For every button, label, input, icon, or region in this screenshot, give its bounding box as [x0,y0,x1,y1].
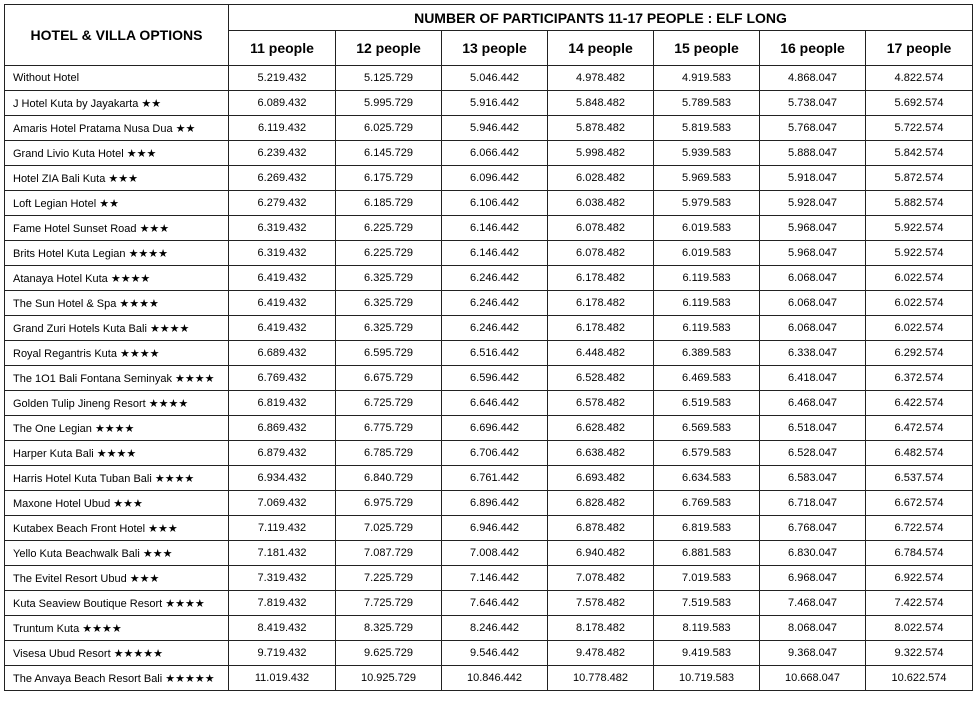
price-cell: 5.842.574 [866,141,973,166]
hotel-name-cell: Grand Zuri Hotels Kuta Bali ★★★★ [5,316,229,341]
price-cell: 4.919.583 [654,66,760,91]
price-cell: 6.089.432 [229,91,336,116]
price-cell: 6.338.047 [760,341,866,366]
price-cell: 7.578.482 [548,591,654,616]
price-cell: 6.819.432 [229,391,336,416]
price-cell: 8.325.729 [336,616,442,641]
table-row [5,666,973,691]
price-cell: 10.622.574 [866,666,973,691]
column-header-12: 12 people [336,31,442,66]
price-cell: 6.022.574 [866,266,973,291]
price-cell: 6.178.482 [548,316,654,341]
price-cell: 6.469.583 [654,366,760,391]
price-cell: 5.878.482 [548,116,654,141]
price-cell: 6.769.432 [229,366,336,391]
price-cell: 6.022.574 [866,316,973,341]
table-row [5,466,973,491]
price-cell: 6.934.432 [229,466,336,491]
price-cell: 6.519.583 [654,391,760,416]
table-row [5,566,973,591]
price-cell: 6.769.583 [654,491,760,516]
price-cell: 6.840.729 [336,466,442,491]
column-header-13: 13 people [442,31,548,66]
price-cell: 5.968.047 [760,216,866,241]
price-cell: 6.038.482 [548,191,654,216]
column-header-16: 16 people [760,31,866,66]
price-cell: 6.696.442 [442,416,548,441]
price-cell: 6.372.574 [866,366,973,391]
price-cell: 6.528.482 [548,366,654,391]
price-cell: 6.419.432 [229,291,336,316]
price-cell: 7.519.583 [654,591,760,616]
price-cell: 7.646.442 [442,591,548,616]
price-cell: 6.881.583 [654,541,760,566]
table-row [5,516,973,541]
price-cell: 6.419.432 [229,266,336,291]
price-cell: 6.448.482 [548,341,654,366]
price-cell: 6.246.442 [442,266,548,291]
price-cell: 7.422.574 [866,591,973,616]
price-cell: 6.178.482 [548,291,654,316]
price-cell: 5.922.574 [866,241,973,266]
price-cell: 6.022.574 [866,291,973,316]
price-cell: 7.008.442 [442,541,548,566]
price-cell: 5.882.574 [866,191,973,216]
table-row [5,641,973,666]
hotel-name-cell: Kutabex Beach Front Hotel ★★★ [5,516,229,541]
price-cell: 6.689.432 [229,341,336,366]
price-cell: 7.319.432 [229,566,336,591]
table-row [5,266,973,291]
price-cell: 6.419.432 [229,316,336,341]
hotel-name-cell: Visesa Ubud Resort ★★★★★ [5,641,229,666]
price-cell: 5.928.047 [760,191,866,216]
price-cell: 6.178.482 [548,266,654,291]
hotel-name-cell: J Hotel Kuta by Jayakarta ★★ [5,91,229,116]
price-cell: 5.125.729 [336,66,442,91]
price-cell: 6.634.583 [654,466,760,491]
price-cell: 10.925.729 [336,666,442,691]
price-table [4,4,973,691]
table-row [5,541,973,566]
price-cell: 7.119.432 [229,516,336,541]
price-cell: 5.946.442 [442,116,548,141]
price-cell: 7.078.482 [548,566,654,591]
hotel-name-cell: Golden Tulip Jineng Resort ★★★★ [5,391,229,416]
table-row [5,91,973,116]
price-cell: 8.246.442 [442,616,548,641]
price-cell: 6.225.729 [336,241,442,266]
price-cell: 10.719.583 [654,666,760,691]
price-cell: 6.725.729 [336,391,442,416]
price-cell: 5.046.442 [442,66,548,91]
table-row [5,316,973,341]
table-row [5,166,973,191]
price-cell: 8.022.574 [866,616,973,641]
price-cell: 10.778.482 [548,666,654,691]
price-cell: 7.146.442 [442,566,548,591]
column-header-15: 15 people [654,31,760,66]
price-cell: 6.518.047 [760,416,866,441]
price-cell: 6.068.047 [760,316,866,341]
price-cell: 6.468.047 [760,391,866,416]
price-cell: 6.646.442 [442,391,548,416]
price-cell: 5.916.442 [442,91,548,116]
price-cell: 6.940.482 [548,541,654,566]
price-cell: 9.478.482 [548,641,654,666]
price-cell: 5.998.482 [548,141,654,166]
price-cell: 5.939.583 [654,141,760,166]
price-cell: 6.422.574 [866,391,973,416]
table-row [5,441,973,466]
hotel-name-cell: Harris Hotel Kuta Tuban Bali ★★★★ [5,466,229,491]
price-cell: 6.595.729 [336,341,442,366]
price-cell: 6.896.442 [442,491,548,516]
hotel-name-cell: Atanaya Hotel Kuta ★★★★ [5,266,229,291]
price-cell: 6.225.729 [336,216,442,241]
price-cell: 6.019.583 [654,216,760,241]
hotel-name-cell: Fame Hotel Sunset Road ★★★ [5,216,229,241]
price-cell: 6.706.442 [442,441,548,466]
hotel-name-cell: The 1O1 Bali Fontana Seminyak ★★★★ [5,366,229,391]
price-cell: 6.975.729 [336,491,442,516]
price-cell: 10.846.442 [442,666,548,691]
price-cell: 6.878.482 [548,516,654,541]
table-row [5,141,973,166]
hotel-name-cell: Kuta Seaview Boutique Resort ★★★★ [5,591,229,616]
price-cell: 6.968.047 [760,566,866,591]
hotel-name-cell: Loft Legian Hotel ★★ [5,191,229,216]
price-cell: 6.389.583 [654,341,760,366]
price-cell: 6.718.047 [760,491,866,516]
table-row [5,391,973,416]
price-cell: 8.119.583 [654,616,760,641]
price-cell: 6.578.482 [548,391,654,416]
table-row [5,216,973,241]
price-cell: 6.145.729 [336,141,442,166]
price-cell: 5.918.047 [760,166,866,191]
price-cell: 5.872.574 [866,166,973,191]
price-cell: 5.722.574 [866,116,973,141]
price-cell: 6.830.047 [760,541,866,566]
hotel-name-cell: Without Hotel [5,66,229,91]
price-cell: 9.719.432 [229,641,336,666]
price-cell: 9.546.442 [442,641,548,666]
price-cell: 9.419.583 [654,641,760,666]
price-cell: 6.583.047 [760,466,866,491]
price-cell: 6.675.729 [336,366,442,391]
price-cell: 6.068.047 [760,266,866,291]
column-header-14: 14 people [548,31,654,66]
price-cell: 5.968.047 [760,241,866,266]
hotel-name-cell: Yello Kuta Beachwalk Bali ★★★ [5,541,229,566]
hotel-name-cell: Hotel ZIA Bali Kuta ★★★ [5,166,229,191]
price-cell: 6.146.442 [442,241,548,266]
price-cell: 6.946.442 [442,516,548,541]
price-cell: 6.672.574 [866,491,973,516]
price-cell: 7.225.729 [336,566,442,591]
table-row [5,341,973,366]
price-cell: 6.482.574 [866,441,973,466]
price-cell: 5.692.574 [866,91,973,116]
price-cell: 5.848.482 [548,91,654,116]
price-cell: 9.625.729 [336,641,442,666]
price-cell: 6.239.432 [229,141,336,166]
price-cell: 6.693.482 [548,466,654,491]
price-cell: 9.322.574 [866,641,973,666]
price-cell: 6.472.574 [866,416,973,441]
price-cell: 10.668.047 [760,666,866,691]
column-header-11: 11 people [229,31,336,66]
price-cell: 6.768.047 [760,516,866,541]
price-cell: 6.596.442 [442,366,548,391]
price-cell: 7.019.583 [654,566,760,591]
table-row [5,66,973,91]
table-row [5,291,973,316]
price-cell: 6.068.047 [760,291,866,316]
price-cell: 7.819.432 [229,591,336,616]
price-cell: 6.106.442 [442,191,548,216]
price-cell: 6.025.729 [336,116,442,141]
price-cell: 6.628.482 [548,416,654,441]
hotel-name-cell: Grand Livio Kuta Hotel ★★★ [5,141,229,166]
price-cell: 6.528.047 [760,441,866,466]
price-cell: 6.119.583 [654,316,760,341]
price-cell: 6.279.432 [229,191,336,216]
price-cell: 6.119.583 [654,291,760,316]
hotel-name-cell: The Anvaya Beach Resort Bali ★★★★★ [5,666,229,691]
table-row [5,366,973,391]
price-cell: 5.995.729 [336,91,442,116]
price-cell: 6.175.729 [336,166,442,191]
price-cell: 7.468.047 [760,591,866,616]
price-cell: 6.325.729 [336,316,442,341]
hotel-options-header: HOTEL & VILLA OPTIONS [5,5,229,66]
price-cell: 6.078.482 [548,216,654,241]
price-cell: 11.019.432 [229,666,336,691]
price-cell: 4.822.574 [866,66,973,91]
price-cell: 6.784.574 [866,541,973,566]
price-cell: 6.019.583 [654,241,760,266]
price-cell: 4.978.482 [548,66,654,91]
price-cell: 6.569.583 [654,416,760,441]
price-cell: 5.922.574 [866,216,973,241]
price-table-container [4,4,973,691]
price-cell: 6.879.432 [229,441,336,466]
price-cell: 6.078.482 [548,241,654,266]
price-cell: 9.368.047 [760,641,866,666]
price-cell: 8.178.482 [548,616,654,641]
price-cell: 6.516.442 [442,341,548,366]
hotel-name-cell: The One Legian ★★★★ [5,416,229,441]
column-header-17: 17 people [866,31,973,66]
hotel-name-cell: Amaris Hotel Pratama Nusa Dua ★★ [5,116,229,141]
hotel-name-cell: The Sun Hotel & Spa ★★★★ [5,291,229,316]
price-cell: 6.269.432 [229,166,336,191]
price-cell: 6.096.442 [442,166,548,191]
price-cell: 5.219.432 [229,66,336,91]
hotel-name-cell: Brits Hotel Kuta Legian ★★★★ [5,241,229,266]
price-cell: 5.979.583 [654,191,760,216]
hotel-name-cell: The Evitel Resort Ubud ★★★ [5,566,229,591]
price-cell: 6.922.574 [866,566,973,591]
table-row [5,416,973,441]
price-cell: 5.888.047 [760,141,866,166]
price-cell: 6.785.729 [336,441,442,466]
price-cell: 5.768.047 [760,116,866,141]
price-cell: 6.325.729 [336,266,442,291]
participants-header: NUMBER OF PARTICIPANTS 11-17 PEOPLE : ELF LONG [229,5,973,31]
price-cell: 4.868.047 [760,66,866,91]
table-header [5,5,973,66]
price-cell: 8.068.047 [760,616,866,641]
price-cell: 7.181.432 [229,541,336,566]
hotel-name-cell: Royal Regantris Kuta ★★★★ [5,341,229,366]
price-cell: 7.087.729 [336,541,442,566]
hotel-name-cell: Harper Kuta Bali ★★★★ [5,441,229,466]
table-row [5,116,973,141]
hotel-name-cell: Maxone Hotel Ubud ★★★ [5,491,229,516]
price-cell: 6.761.442 [442,466,548,491]
price-cell: 6.579.583 [654,441,760,466]
price-cell: 6.146.442 [442,216,548,241]
price-cell: 6.819.583 [654,516,760,541]
price-cell: 6.185.729 [336,191,442,216]
table-row [5,241,973,266]
price-cell: 6.722.574 [866,516,973,541]
price-cell: 6.418.047 [760,366,866,391]
price-cell: 7.069.432 [229,491,336,516]
price-cell: 7.725.729 [336,591,442,616]
hotel-name-cell: Truntum Kuta ★★★★ [5,616,229,641]
price-cell: 6.292.574 [866,341,973,366]
table-row [5,491,973,516]
price-cell: 6.119.432 [229,116,336,141]
price-cell: 7.025.729 [336,516,442,541]
table-row [5,591,973,616]
price-cell: 6.119.583 [654,266,760,291]
price-cell: 6.638.482 [548,441,654,466]
price-cell: 6.325.729 [336,291,442,316]
price-cell: 6.319.432 [229,216,336,241]
price-cell: 6.028.482 [548,166,654,191]
price-cell: 6.066.442 [442,141,548,166]
table-row [5,616,973,641]
price-cell: 6.537.574 [866,466,973,491]
price-cell: 6.319.432 [229,241,336,266]
price-cell: 6.775.729 [336,416,442,441]
price-cell: 6.246.442 [442,291,548,316]
price-cell: 5.789.583 [654,91,760,116]
price-cell: 6.828.482 [548,491,654,516]
price-cell: 6.869.432 [229,416,336,441]
price-cell: 5.738.047 [760,91,866,116]
price-cell: 5.969.583 [654,166,760,191]
price-cell: 8.419.432 [229,616,336,641]
table-row [5,191,973,216]
price-cell: 5.819.583 [654,116,760,141]
table-body [5,66,973,691]
price-cell: 6.246.442 [442,316,548,341]
